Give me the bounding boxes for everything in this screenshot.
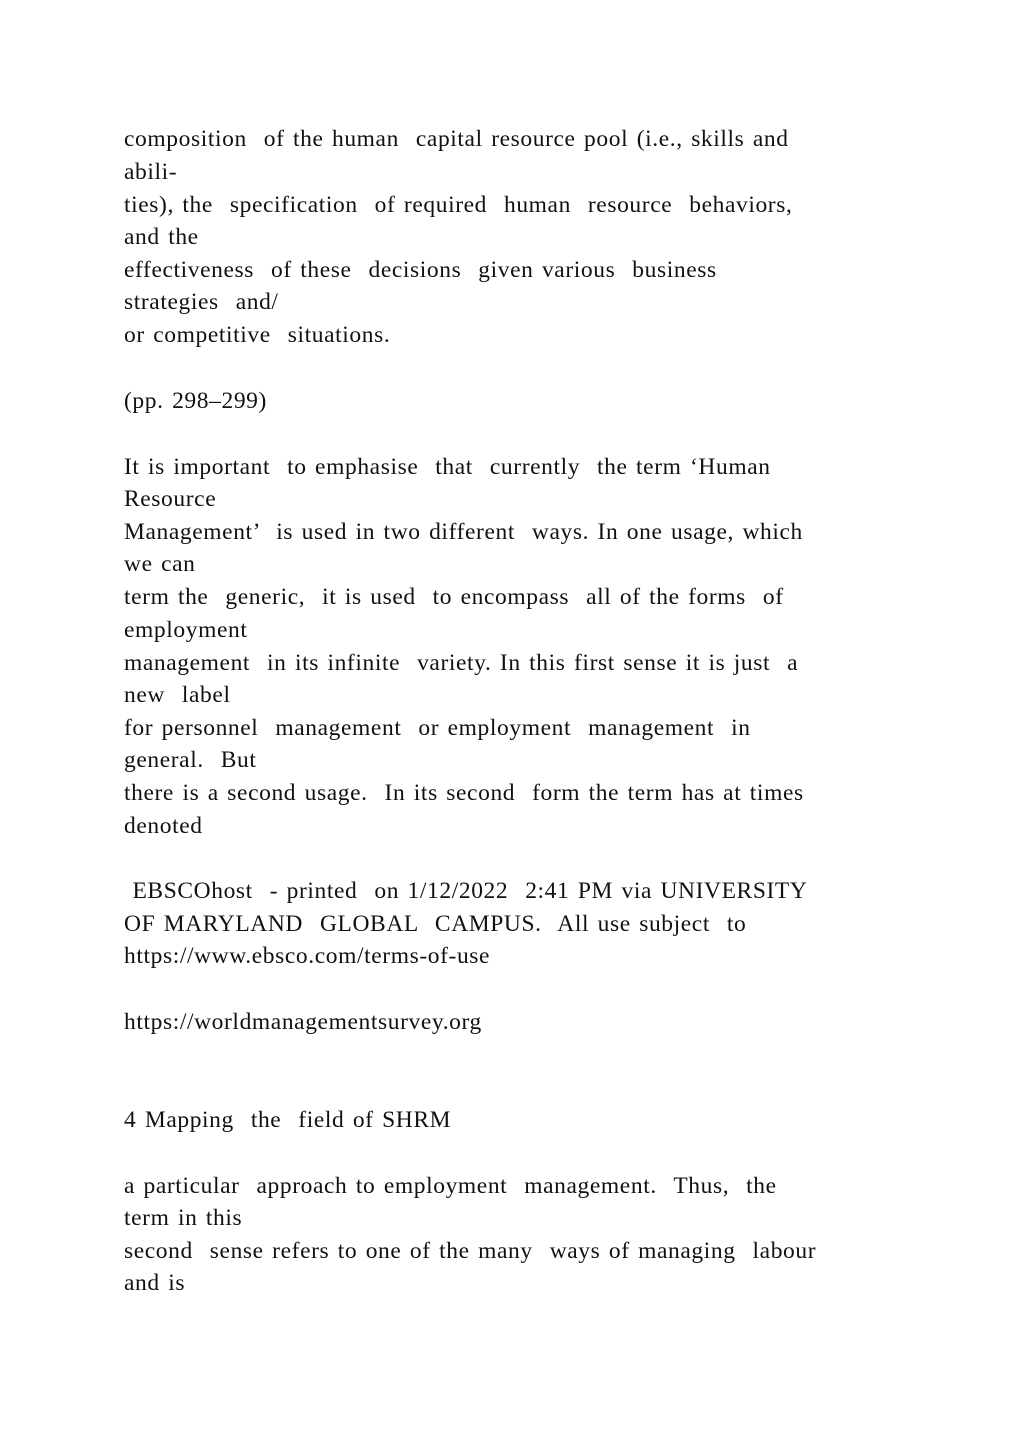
text-line: Resource	[124, 486, 217, 512]
survey-link[interactable]: https://worldmanagementsurvey.org	[124, 1009, 482, 1035]
text-line: employment	[124, 617, 248, 643]
text-line: for personnel management or employment management in	[124, 715, 751, 741]
text-line: effectiveness of these decisions given various business	[124, 257, 717, 283]
text-line: management in its infinite variety. In this first sense it is just a	[124, 650, 799, 676]
terms-link[interactable]: https://www.ebsco.com/terms-of-use	[124, 943, 491, 969]
text-line: ties), the specification of required human resource behaviors,	[124, 192, 793, 218]
section-heading: 4 Mapping the field of SHRM	[124, 1107, 452, 1133]
text-line: new label	[124, 682, 231, 708]
text-line: abili-	[124, 159, 178, 185]
text-line: and is	[124, 1270, 186, 1296]
text-line: denoted	[124, 813, 203, 839]
text-line: a particular approach to employment management. Thus, the	[124, 1173, 777, 1199]
text-line: and the	[124, 224, 199, 250]
text-line: Management’ is used in two different ways. In one usage, which	[124, 519, 803, 545]
text-line: It is important to emphasise that currently the term ‘Human	[124, 454, 771, 480]
citation-pages: (pp. 298–299)	[124, 388, 267, 414]
text-line: we can	[124, 551, 196, 577]
text-line: second sense refers to one of the many ways of managing labour	[124, 1238, 817, 1264]
text-line: general. But	[124, 747, 257, 773]
source-notice: EBSCOhost - printed on 1/12/2022 2:41 PM via UNIVERSITY	[124, 878, 808, 904]
text-line: or competitive situations.	[124, 322, 391, 348]
source-notice: OF MARYLAND GLOBAL CAMPUS. All use subject to	[124, 911, 747, 937]
text-line: term the generic, it is used to encompass all of the forms of	[124, 584, 784, 610]
text-line: there is a second usage. In its second form the term has at times	[124, 780, 804, 806]
text-line: term in this	[124, 1205, 243, 1231]
text-line: strategies and/	[124, 289, 279, 315]
text-line: composition of the human capital resource pool (i.e., skills and	[124, 126, 789, 152]
